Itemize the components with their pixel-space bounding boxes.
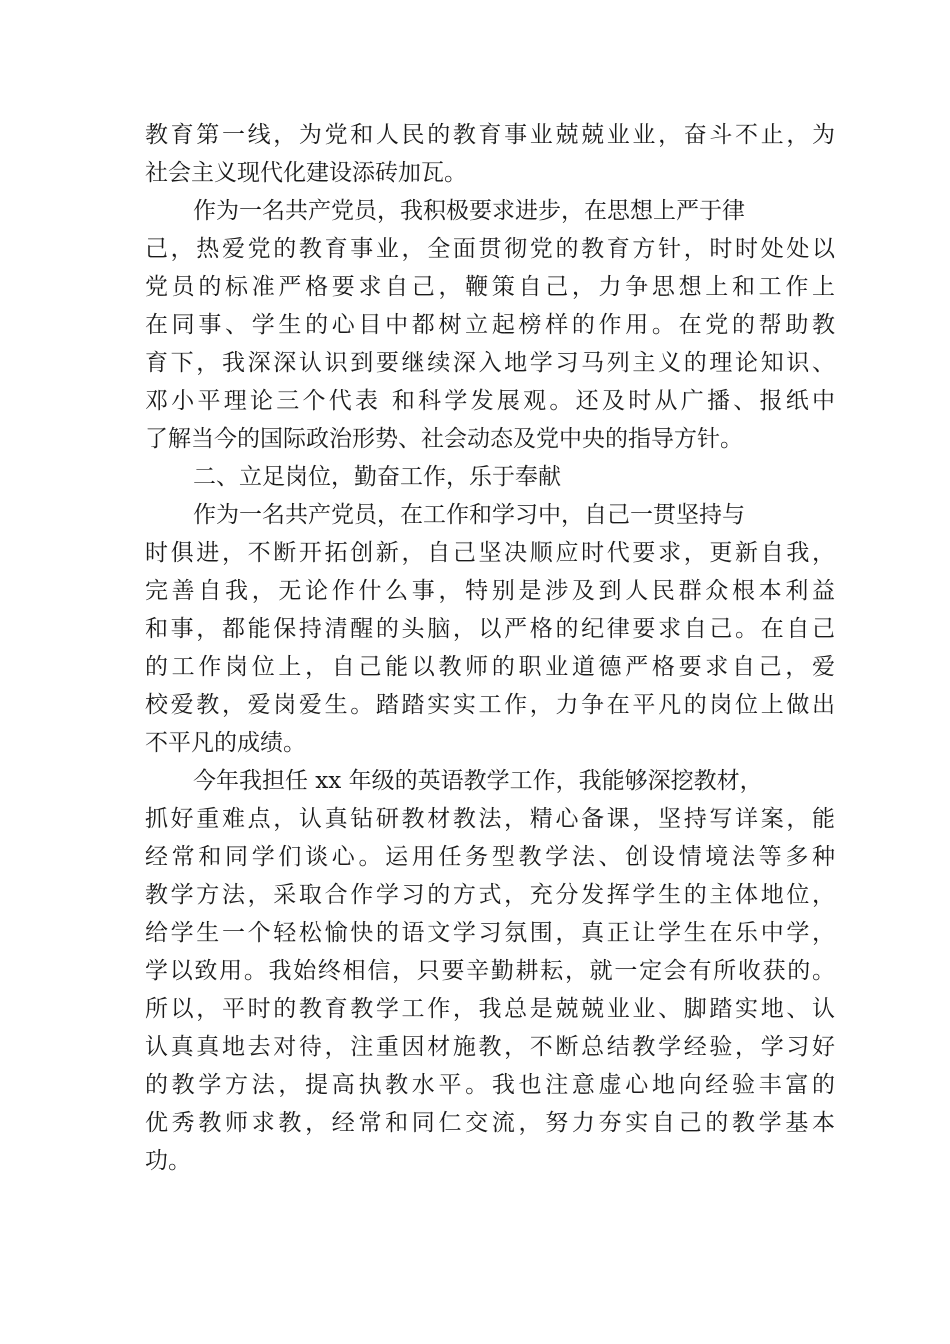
section-heading: 二、立足岗位，勤奋工作，乐于奉献 (193, 464, 561, 490)
text-line: 今年我担任 xx 年级的英语教学工作，我能够深挖教材， (193, 768, 763, 794)
document-body (145, 116, 835, 1180)
text-line: 了解当今的国际政治形势、社会动态及党中央的指导方针。 (145, 426, 743, 452)
text-line: 党员的标准严格要求自己，鞭策自己，力争思想上和工作上 (145, 274, 835, 300)
text-line: 抓好重难点，认真钻研教材教法，精心备课，坚持写详案，能 (145, 806, 835, 832)
text-line: 的教学方法，提高执教水平。我也注意虚心地向经验丰富的 (145, 1072, 835, 1098)
text-line: 优秀教师求教，经常和同仁交流，努力夯实自己的教学基本 (145, 1110, 835, 1136)
text-line: 不平凡的成绩。 (145, 730, 306, 756)
text-line: 认真真地去对待，注重因材施教，不断总结教学经验，学习好 (145, 1034, 835, 1060)
text-line: 经常和同学们谈心。运用任务型教学法、创设情境法等多种 (145, 844, 835, 870)
text-line: 功。 (145, 1148, 191, 1174)
text-line: 和事，都能保持清醒的头脑，以严格的纪律要求自己。在自己 (145, 616, 835, 642)
text-line: 完善自我，无论作什么事，特别是涉及到人民群众根本利益 (145, 578, 835, 604)
text-line: 育下，我深深认识到要继续深入地学习马列主义的理论知识、 (145, 350, 835, 376)
text-line: 时俱进，不断开拓创新，自己坚决顺应时代要求，更新自我， (145, 540, 835, 566)
text-line: 邓小平理论三个代表 和科学发展观。还及时从广播、报纸中 (145, 388, 835, 414)
text-line: 在同事、学生的心目中都树立起榜样的作用。在党的帮助教 (145, 312, 835, 338)
text-line: 校爱教，爱岗爱生。踏踏实实工作，力争在平凡的岗位上做出 (145, 692, 835, 718)
text-line: 的工作岗位上，自己能以教师的职业道德严格要求自己，爱 (145, 654, 835, 680)
text-line: 学以致用。我始终相信，只要辛勤耕耘，就一定会有所收获的。 (145, 958, 835, 984)
text-line: 作为一名共产党员，在工作和学习中，自己一贯坚持与 (193, 502, 745, 528)
text-line: 社会主义现代化建设添砖加瓦。 (145, 160, 467, 186)
text-line: 给学生一个轻松愉快的语文学习氛围，真正让学生在乐中学， (145, 920, 835, 946)
text-line: 教育第一线，为党和人民的教育事业兢兢业业，奋斗不止，为 (145, 122, 835, 148)
text-line: 己，热爱党的教育事业，全面贯彻党的教育方针，时时处处以 (145, 236, 835, 262)
text-line: 教学方法，采取合作学习的方式，充分发挥学生的主体地位， (145, 882, 835, 908)
text-line: 作为一名共产党员，我积极要求进步，在思想上严于律 (193, 198, 745, 224)
text-line: 所以，平时的教育教学工作，我总是兢兢业业、脚踏实地、认 (145, 996, 835, 1022)
